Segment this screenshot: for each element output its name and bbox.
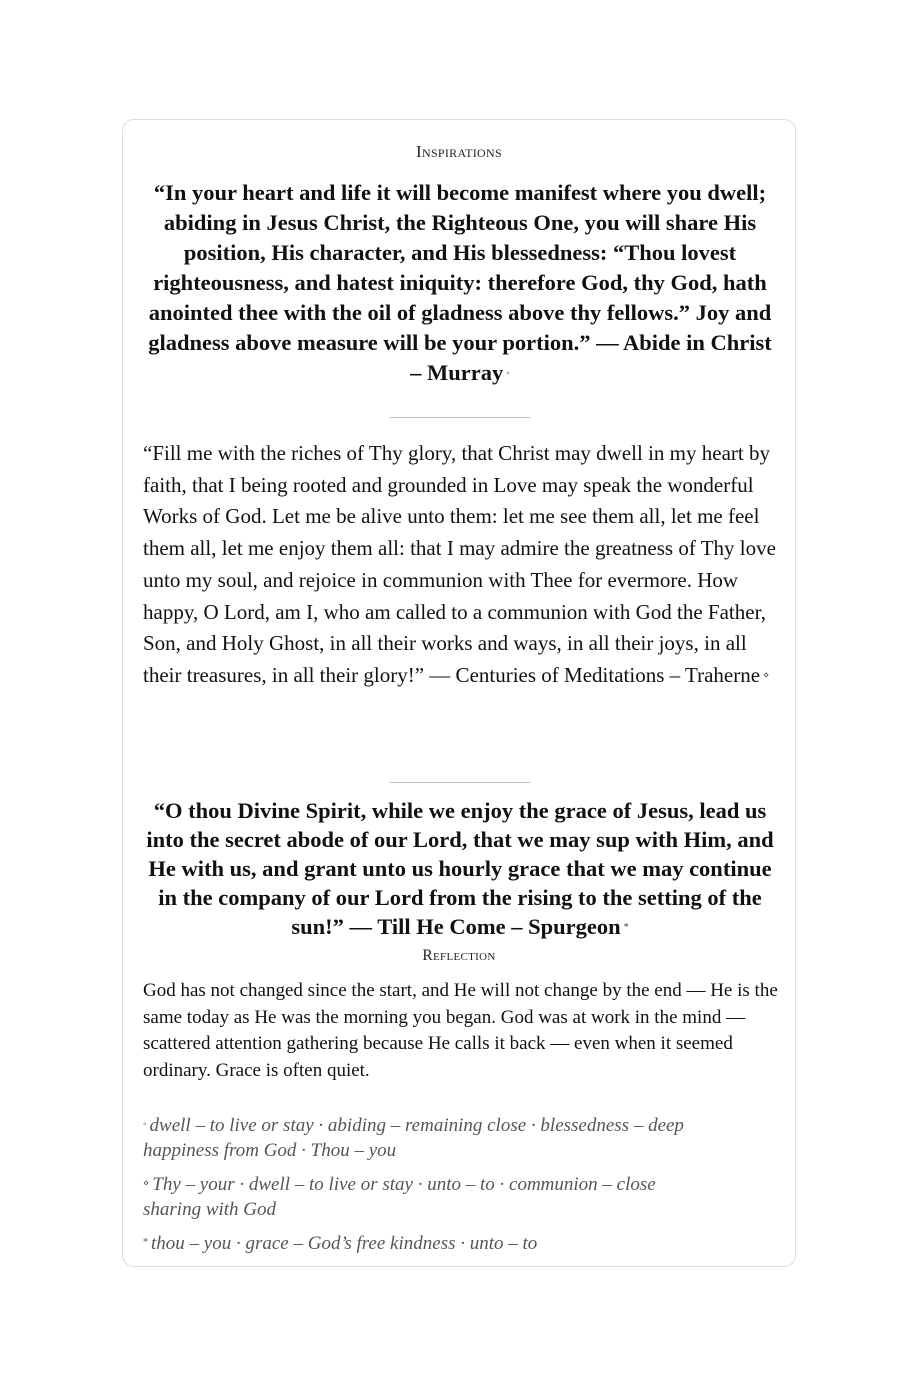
devotional-card xyxy=(122,119,796,1267)
footnote-marker-diamond: ⋄ xyxy=(143,1178,150,1189)
glossary-note-text: Thy – your · dwell – to live or stay · unto – to · communion – close sharing with God xyxy=(143,1174,656,1220)
glossary-note xyxy=(143,1171,703,1222)
quote-text: “O thou Divine Spirit, while we enjoy the grace of Jesus, lead us into the secret abode of our Lord, that we may sup with Him, and He with us, and grant unto us hourly grace that we may continue in the company of our Lord from the rising to the setting of the sun!” — Till He Come – Spurgeon xyxy=(146,798,774,939)
footnote-marker-diamond: ⋄ xyxy=(763,669,770,681)
glossary-note xyxy=(143,1230,703,1256)
section-heading-inspirations: Inspirations xyxy=(416,142,502,161)
glossary-notes xyxy=(143,1112,703,1264)
divider xyxy=(390,417,530,418)
quote-text: “Fill me with the riches of Thy glory, that Christ may dwell in my heart by faith, that I being rooted and grounded in Love may speak the wonderful Works of God. Let me be alive unto them: let me see them all, let me feel them all, let me enjoy them all: that I may admire the greatness of Thy love unto my soul, and rejoice in communion with Thee for evermore. How happy, O Lord, am I, who am called to a communion with God the Father, Son, and Holy Ghost, in all their works and ways, in all their joys, in all their treasures, in all their glory!” — Centuries of Meditations – Traherne xyxy=(143,441,776,687)
footnote-marker-circle: ◦ xyxy=(143,1119,147,1130)
footnote-marker-asterisk: * xyxy=(623,922,629,933)
footnote-marker-asterisk: * xyxy=(143,1237,148,1248)
glossary-note-text: dwell – to live or stay · abiding – remaining close · blessedness – deep happiness from God · Thou – you xyxy=(143,1115,684,1161)
glossary-note-text: thou – you · grace – God’s free kindness · unto – to xyxy=(151,1233,538,1254)
quote-traherne xyxy=(143,438,783,692)
divider xyxy=(390,782,530,783)
reflection-text: God has not changed since the start, and He will not change by the end — He is the same today as He was the morning you began. God was at work in the mind — scattered attention gathering because He calls it back — even when it seemed ordinary. Grace is often quiet. xyxy=(143,980,778,1081)
section-heading-reflection: Reflection xyxy=(422,947,496,964)
quote-text: “In your heart and life it will become manifest where you dwell; abiding in Jesus Christ, the Righteous One, you will share His position, His character, and His blessedness: “Thou lovest righteousness, and hatest iniquity: therefore God, thy God, hath anointed thee with the oil of gladness above thy fellows.” Joy and gladness above measure will be your portion.” — Abide in Christ – Murray xyxy=(148,180,772,385)
glossary-note xyxy=(143,1112,703,1163)
quote-murray xyxy=(143,178,777,389)
footnote-marker-circle: ◦ xyxy=(506,368,510,379)
quote-spurgeon xyxy=(143,796,777,942)
